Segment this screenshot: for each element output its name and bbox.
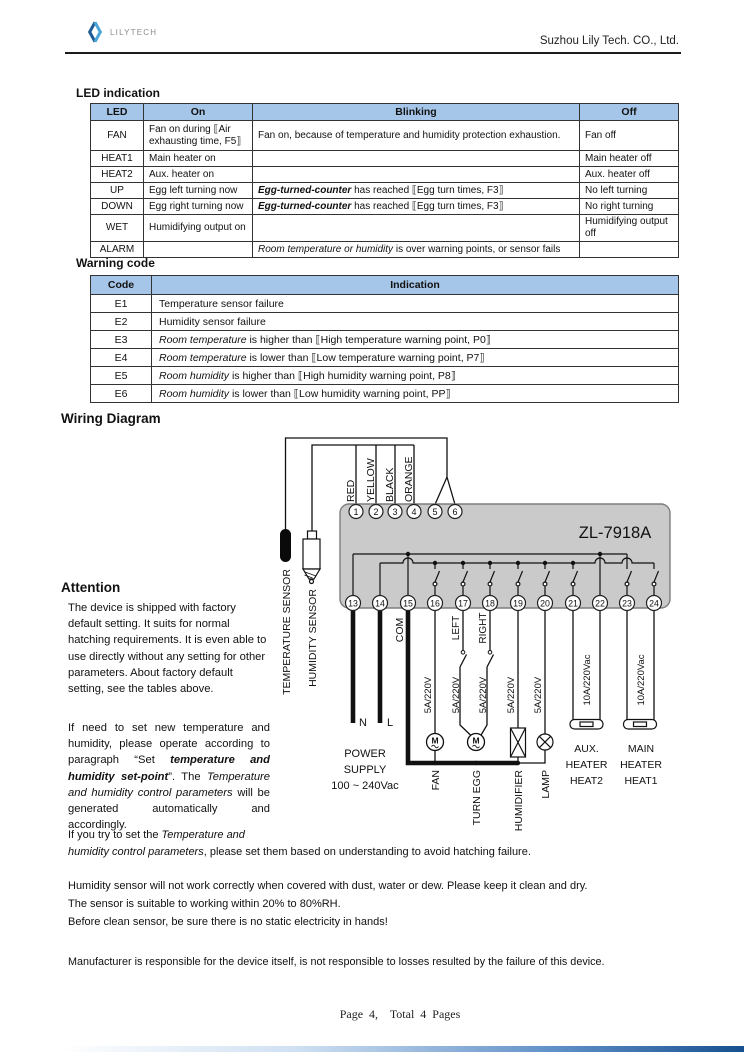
table-cell [144, 167, 253, 183]
table-cell [144, 199, 253, 215]
text-run: Egg-turned-counter [258, 184, 352, 196]
contact-point [461, 582, 465, 586]
rating-5a-left: 5A/220V [451, 676, 462, 714]
left-switch-contact [461, 651, 465, 655]
terminal-label-17: 17 [458, 598, 468, 609]
table-cell [253, 167, 580, 183]
temperature-sensor [280, 529, 291, 562]
company-name: Suzhou Lily Tech. CO., Ltd. [539, 35, 679, 47]
text-run: Room temperature or humidity [258, 243, 394, 255]
table-cell [580, 242, 679, 258]
table-cell: WET [91, 215, 144, 242]
humidifier-symbol [511, 728, 526, 757]
text-run: , please set them based on understanding to avoid hatching failure. [203, 846, 531, 858]
table-cell [144, 215, 253, 242]
text-run: Humidifying output on [149, 222, 246, 233]
attention-paragraph-1 [68, 600, 270, 697]
terminal-label-19: 19 [513, 598, 523, 609]
text-run: The device is shipped with factory default setting. It suits for normal hatching requirements. It is even able to use directly without any setting for other parameters. About factory default setting, see the tables above. [68, 602, 267, 696]
table-cell [580, 121, 679, 151]
logo-text: LILYTECH [110, 28, 158, 37]
junction-dot [433, 561, 437, 565]
text-run: Main heater on [149, 152, 216, 164]
text-run: is over warning points, or sensor fails [393, 243, 561, 255]
aux-heater-line-3: HEAT2 [569, 775, 604, 787]
humidity-sensor [303, 531, 320, 584]
attention-paragraph-3-line-1 [68, 829, 245, 841]
power-line-1: POWER [344, 748, 386, 760]
table-cell: FAN [91, 121, 144, 151]
aux-heater-symbol [570, 720, 603, 730]
table-cell: E3 [91, 331, 152, 349]
wiring-diagram [270, 425, 690, 850]
text-run: Egg left turning now [149, 184, 238, 196]
bottom-accent-bar [0, 1046, 744, 1052]
table-cell [253, 121, 580, 151]
text-run: No left turning [585, 184, 648, 196]
wire-label-orange: ORANGE [403, 456, 415, 502]
table-cell [580, 199, 679, 215]
led-row-wet [91, 215, 679, 242]
col-blinking: Blinking [253, 104, 580, 121]
warning-table-body [91, 295, 679, 403]
text-run: ”. The [168, 770, 207, 783]
rating-5a-fan: 5A/220V [423, 676, 434, 714]
contact-point [571, 582, 575, 586]
right-label: RIGHT [478, 612, 489, 644]
table-cell: E4 [91, 349, 152, 367]
table-cell [144, 242, 253, 258]
attention-note-line-1: Humidity sensor will not work correctly when covered with dust, water or dew. Please keep it clean and dry. [68, 880, 588, 892]
lilytech-logo-icon [87, 20, 103, 44]
model-label: ZL-7918A [578, 524, 652, 542]
table-cell [144, 121, 253, 151]
led-row-up [91, 183, 679, 199]
terminal-label-23: 23 [622, 598, 632, 609]
table-cell [152, 331, 679, 349]
main-heater-line-3: HEAT1 [624, 775, 658, 787]
fan-label: FAN [430, 770, 442, 791]
text-run: If need to set new temperature and humidity, please operate according to paragraph “Set [68, 722, 270, 767]
table-cell: DOWN [91, 199, 144, 215]
live-label: L [386, 717, 394, 729]
main-heater-line-1: MAIN [627, 743, 655, 755]
lamp-symbol [537, 734, 553, 750]
table-cell: HEAT2 [91, 167, 144, 183]
col-led: LED [91, 104, 144, 121]
turn-egg-motor [468, 734, 485, 751]
terminal-label-4: 4 [411, 507, 417, 517]
junction-dot [543, 561, 547, 565]
aux-heater-line-2: HEATER [565, 759, 608, 771]
warning-row-e6 [91, 385, 679, 403]
table-cell [580, 183, 679, 199]
lamp-label: LAMP [540, 770, 552, 799]
text-run: Temperature and [161, 829, 245, 841]
warning-row-e5 [91, 367, 679, 385]
terminal-label-18: 18 [485, 598, 495, 609]
table-cell [580, 215, 679, 242]
warning-row-e2 [91, 313, 679, 331]
temperature-sensor-label: TEMPERATURE SENSOR [281, 569, 293, 695]
table-cell [152, 295, 679, 313]
led-row-down [91, 199, 679, 215]
contact-point [516, 582, 520, 586]
table-cell [152, 349, 679, 367]
text-run: Humidifying output off [585, 216, 668, 239]
page-header [65, 14, 681, 54]
attention-title: Attention [61, 580, 121, 595]
table-cell: UP [91, 183, 144, 199]
text-run: is lower than ⟦Low humidity warning point, PP⟧ [229, 387, 451, 400]
led-table-body [91, 121, 679, 258]
rating-10a-main: 10A/220Vac [636, 654, 647, 706]
controller-box [340, 504, 670, 608]
junction-dot [571, 561, 575, 565]
warning-section-title: Warning code [76, 256, 155, 270]
aux-heater-line-1: AUX. [574, 743, 599, 755]
contact-point [488, 582, 492, 586]
text-run: Room humidity [159, 369, 230, 382]
led-row-alarm [91, 242, 679, 258]
table-cell: E1 [91, 295, 152, 313]
table-cell: HEAT1 [91, 151, 144, 167]
page-footer: Page 4, Total 4 Pages [339, 1007, 461, 1021]
svg-text:M: M [431, 735, 439, 746]
text-run: Egg-turned-counter [258, 200, 352, 212]
text-run: Temperature sensor failure [159, 297, 284, 310]
junction-dot [598, 552, 602, 556]
contact-point [652, 582, 656, 586]
terminal-label-14: 14 [375, 598, 385, 609]
wire-label-red: RED [345, 479, 357, 502]
text-run: temperature and humidity set-point [68, 754, 270, 783]
main-heater-line-2: HEATER [620, 759, 662, 771]
rating-5a-lamp: 5A/220V [533, 676, 544, 714]
junction-dot [488, 561, 492, 565]
power-line-3: 100 ~ 240Vac [331, 780, 399, 792]
right-switch-contact [488, 651, 492, 655]
humidity-sensor-label: HUMIDITY SENSOR [307, 589, 319, 687]
text-run: humidity control parameters [68, 846, 204, 858]
rating-10a-aux: 10A/220Vac [582, 654, 593, 706]
wiring-title: Wiring Diagram [61, 411, 161, 426]
junction-dot [406, 552, 410, 556]
fan-motor [427, 734, 444, 751]
table-cell [253, 199, 580, 215]
terminal-label-13: 13 [348, 598, 358, 609]
left-label: LEFT [451, 615, 462, 641]
terminal-label-24: 24 [649, 598, 659, 609]
table-cell: E5 [91, 367, 152, 385]
text-run: has reached ⟦Egg turn times, F3⟧ [351, 200, 504, 212]
table-cell: E6 [91, 385, 152, 403]
rating-5a-humidifier: 5A/220V [506, 676, 517, 714]
svg-text:M: M [472, 735, 480, 746]
col-indication: Indication [152, 276, 679, 295]
text-run: Egg right turning now [149, 200, 244, 212]
text-run: has reached ⟦Egg turn times, F3⟧ [351, 184, 504, 196]
text-run: Room temperature [159, 333, 247, 346]
warning-header-row [91, 276, 679, 295]
text-run: is higher than ⟦High humidity warning point, P8⟧ [229, 369, 456, 382]
col-code: Code [91, 276, 152, 295]
disclaimer-line: Manufacturer is responsible for the device itself, is not responsible to losses resulted by the failure of this device. [68, 956, 605, 968]
text-run: Aux. heater on [149, 168, 215, 180]
text-run: Main heater off [585, 152, 652, 164]
attention-paragraph-3-line-2 [68, 846, 531, 858]
text-run: Humidity sensor failure [159, 315, 266, 328]
table-cell [152, 385, 679, 403]
humidifier-label: HUMIDIFIER [513, 770, 525, 832]
col-on: On [144, 104, 253, 121]
table-cell [580, 167, 679, 183]
led-header-row [91, 104, 679, 121]
led-row-heat1 [91, 151, 679, 167]
led-row-heat2 [91, 167, 679, 183]
neutral-label: N [359, 717, 367, 729]
text-run: Room temperature [159, 351, 247, 364]
led-table [90, 103, 679, 258]
attention-paragraph-2 [68, 720, 270, 833]
text-run: Aux. heater off [585, 168, 650, 180]
terminal-label-21: 21 [568, 598, 578, 609]
text-run: is lower than ⟦Low temperature warning point, P7⟧ [246, 351, 485, 364]
led-section-title: LED indication [76, 86, 160, 100]
col-off: Off [580, 104, 679, 121]
warning-row-e3 [91, 331, 679, 349]
table-cell [144, 183, 253, 199]
terminal-label-20: 20 [540, 598, 550, 609]
terminal-label-3: 3 [392, 507, 398, 517]
text-run: If you try to set the [68, 829, 162, 841]
text-run: Fan on during ⟦Air exhausting time, F5⟧ [149, 123, 242, 147]
text-run: No right turning [585, 200, 654, 212]
table-cell [152, 367, 679, 385]
table-cell [580, 151, 679, 167]
junction-dot [461, 561, 465, 565]
attention-note-line-2: The sensor is suitable to working within 20% to 80%RH. [68, 898, 341, 910]
terminal-label-1: 1 [353, 507, 359, 517]
warning-row-e1 [91, 295, 679, 313]
terminal-label-2: 2 [373, 507, 379, 517]
table-cell: ALARM [91, 242, 144, 258]
wire-label-yellow: YELLOW [365, 458, 377, 502]
table-cell [144, 151, 253, 167]
table-cell [253, 183, 580, 199]
power-line-2: SUPPLY [343, 764, 387, 776]
contact-point [433, 582, 437, 586]
terminal-label-15: 15 [403, 598, 413, 609]
table-cell [253, 242, 580, 258]
turn-egg-label: TURN EGG [471, 770, 483, 826]
terminal-label-6: 6 [452, 507, 458, 517]
warning-table [90, 275, 679, 403]
contact-point [625, 582, 629, 586]
text-run: Fan off [585, 129, 616, 141]
text-run: Temperature and humidity control parameters [68, 770, 270, 799]
warning-row-e4 [91, 349, 679, 367]
main-heater-symbol [624, 720, 657, 730]
led-row-fan [91, 121, 679, 151]
table-cell [152, 313, 679, 331]
text-run: Room humidity [159, 387, 230, 400]
contact-point [543, 582, 547, 586]
terminal-label-5: 5 [432, 507, 438, 517]
rating-5a-right: 5A/220V [478, 676, 489, 714]
attention-note-line-3: Before clean sensor, be sure there is no static electricity in hands! [68, 916, 388, 928]
table-cell: E2 [91, 313, 152, 331]
junction-dot [516, 561, 520, 565]
terminal-label-22: 22 [595, 598, 605, 609]
table-cell [253, 215, 580, 242]
text-run: Fan on, because of temperature and humidity protection exhaustion. [258, 129, 561, 141]
table-cell [253, 151, 580, 167]
com-label: COM [394, 617, 406, 643]
terminal-label-16: 16 [430, 598, 440, 609]
text-run: is higher than ⟦High temperature warning point, P0⟧ [246, 333, 491, 346]
text-run: will be generated automatically and accordingly. [68, 786, 270, 832]
wire-label-black: BLACK [384, 467, 396, 502]
